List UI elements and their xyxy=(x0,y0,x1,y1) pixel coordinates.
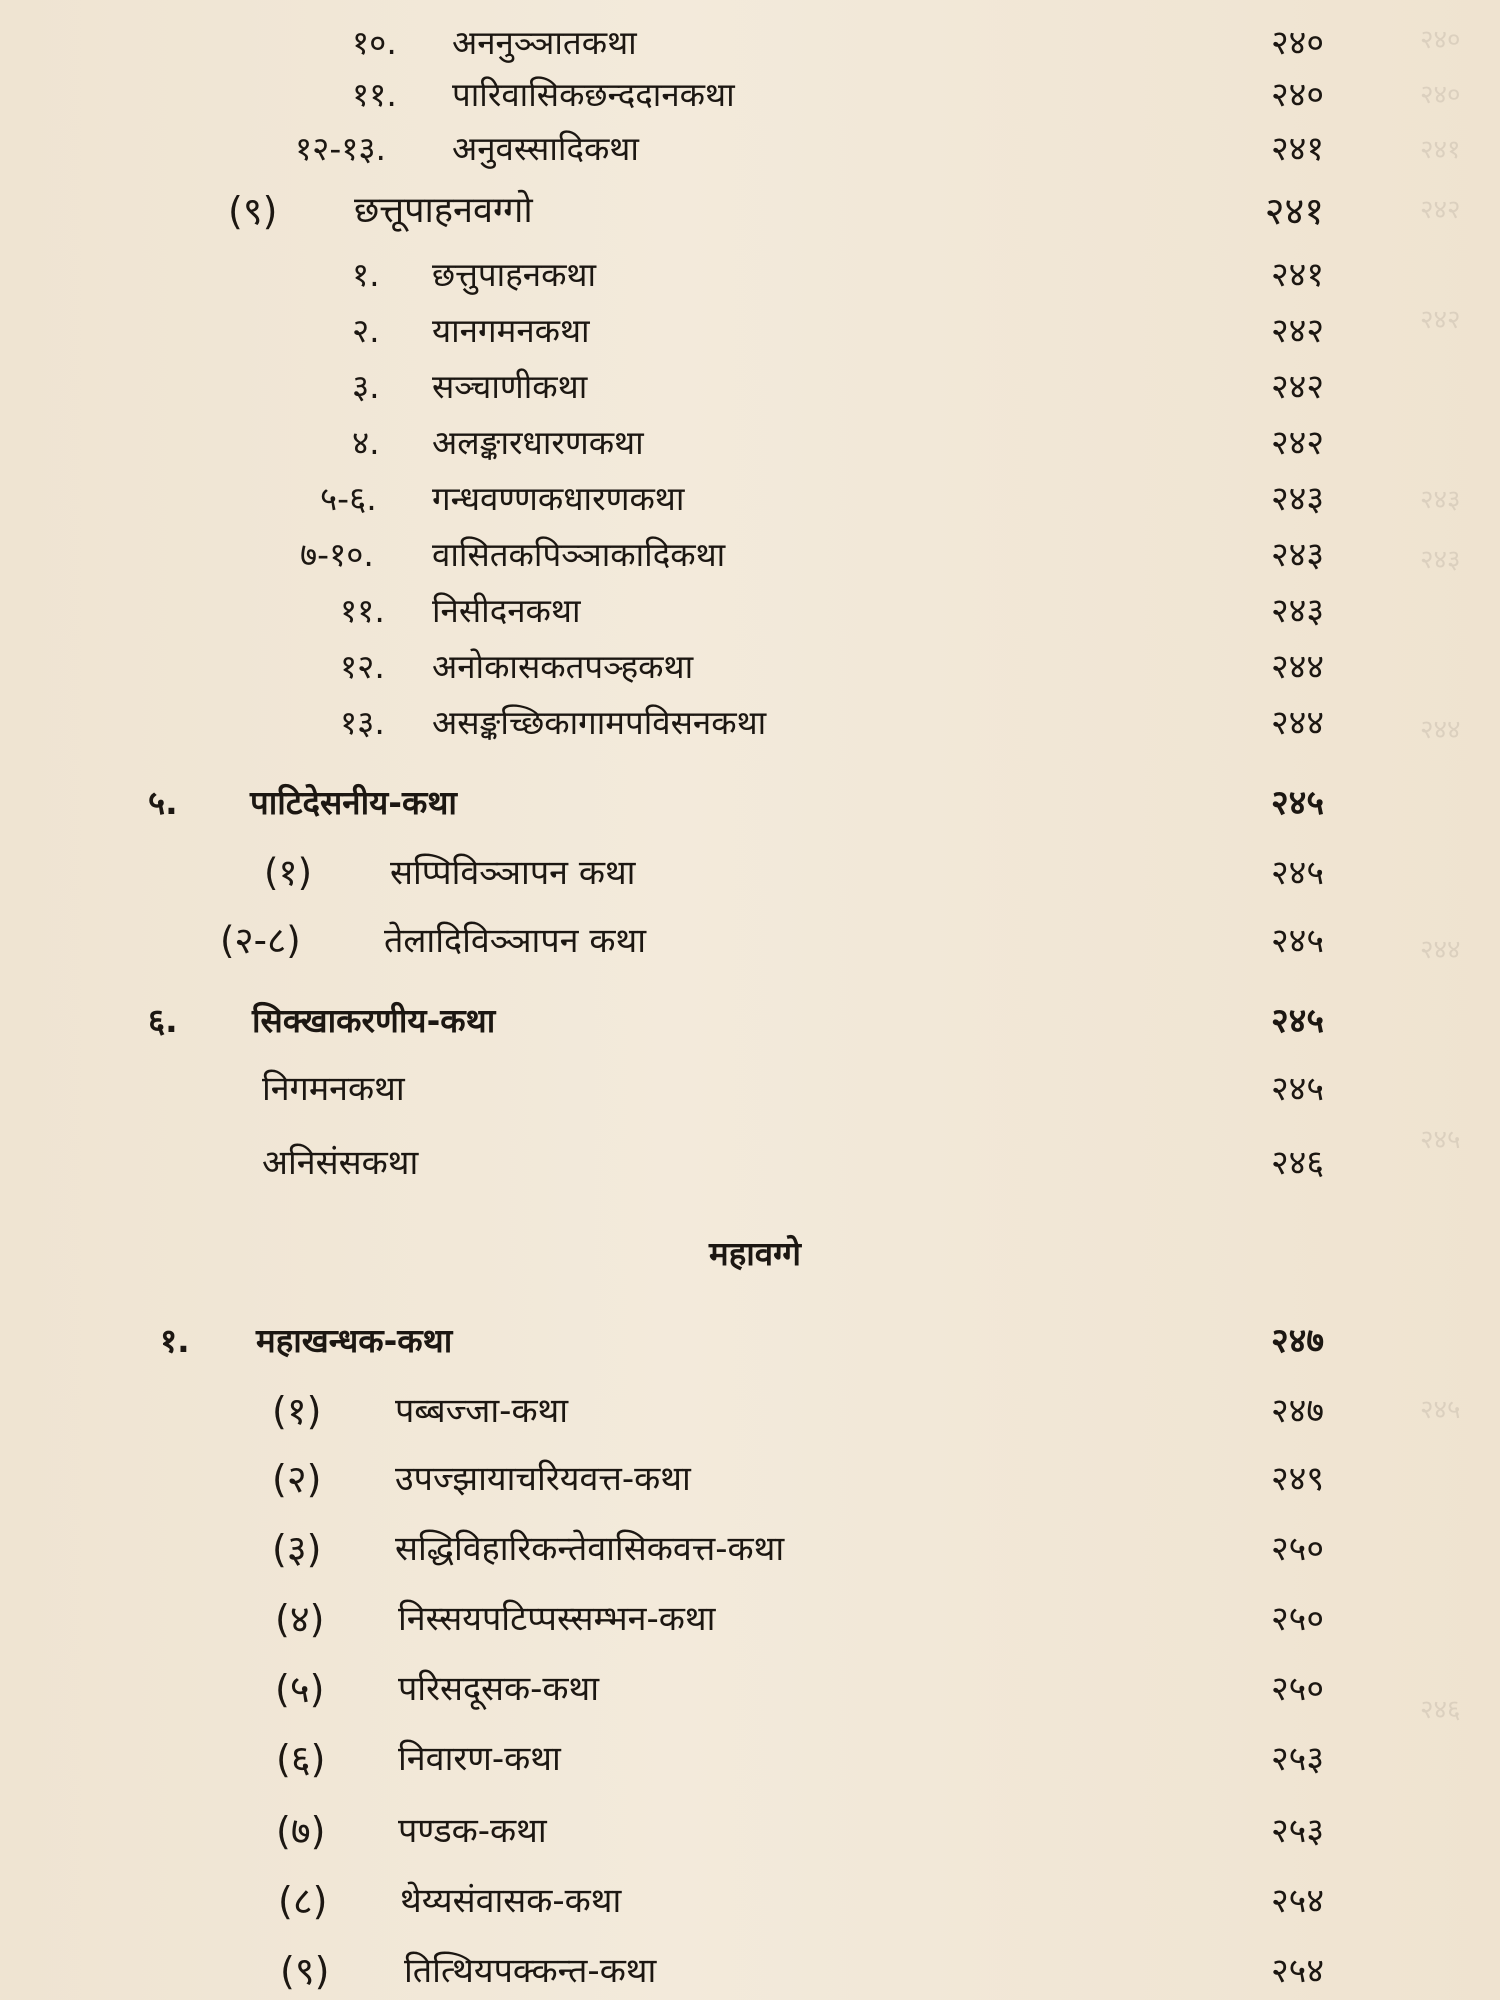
entry-title: अननुञ्ञातकथा xyxy=(452,23,637,62)
entry-page-number: २५० xyxy=(1270,1669,1324,1709)
toc-entry xyxy=(0,18,1500,68)
entry-number: ४. xyxy=(352,423,380,462)
toc-entry xyxy=(0,1734,1500,1784)
entry-title: पण्डक-कथा xyxy=(398,1811,547,1851)
entry-title: सञ्चाणीकथा xyxy=(432,367,588,406)
entry-title: असङ्कच्छिकागामपविसनकथा xyxy=(432,703,767,742)
entry-page-number: २४१ xyxy=(1264,189,1324,233)
entry-title: पब्बज्जा-कथा xyxy=(395,1391,569,1431)
entry-page-number: २४४ xyxy=(1270,703,1324,743)
entry-number: (९) xyxy=(228,189,278,233)
toc-entry xyxy=(0,1806,1500,1856)
toc-section xyxy=(0,1316,1500,1366)
entry-page-number: २४९ xyxy=(1270,1459,1324,1499)
entry-title: थेय्यसंवासक-कथा xyxy=(400,1881,622,1921)
entry-page-number: २४५ xyxy=(1270,853,1324,893)
entry-page-number: २५३ xyxy=(1270,1811,1324,1851)
entry-number: (३) xyxy=(272,1527,322,1571)
show-through-page-number: २४४ xyxy=(1420,935,1461,965)
entry-number: १२. xyxy=(340,647,385,686)
entry-title: उपज्झायाचरियवत्त-कथा xyxy=(395,1459,691,1499)
entry-title: पारिवासिकछन्ददानकथा xyxy=(452,75,735,114)
entry-number: ११. xyxy=(340,591,385,630)
entry-title: वासितकपिञ्ञाकादिकथा xyxy=(432,535,726,574)
entry-number: (१) xyxy=(264,851,313,894)
entry-page-number: २५० xyxy=(1270,1599,1324,1639)
entry-page-number: २४७ xyxy=(1270,1391,1324,1431)
entry-page-number: २४२ xyxy=(1270,367,1324,407)
entry-page-number: २४० xyxy=(1270,23,1324,63)
entry-page-number: २४५ xyxy=(1270,783,1324,823)
show-through-page-number: २४१ xyxy=(1420,135,1461,165)
entry-page-number: २४० xyxy=(1270,75,1324,115)
entry-title: गन्धवण्णकधारणकथा xyxy=(432,479,685,518)
entry-title: अनुवस्सादिकथा xyxy=(452,129,639,168)
show-through-page-number: २४६ xyxy=(1420,1695,1461,1725)
entry-page-number: २४४ xyxy=(1270,647,1324,687)
toc-subsection-heading xyxy=(0,186,1500,236)
entry-number: (२) xyxy=(272,1457,322,1501)
entry-number: १. xyxy=(352,255,380,294)
toc-entry xyxy=(0,848,1500,898)
entry-number: ११. xyxy=(352,75,397,114)
show-through-page-number: २४५ xyxy=(1420,1395,1461,1425)
entry-page-number: २४३ xyxy=(1270,479,1324,519)
entry-page-number: २४७ xyxy=(1270,1321,1324,1361)
toc-entry xyxy=(0,1524,1500,1574)
entry-title: महाखन्धक-कथा xyxy=(256,1321,453,1360)
entry-title: सप्पिविञ्ञापन कथा xyxy=(390,853,636,893)
toc-entry xyxy=(0,306,1500,356)
show-through-page-number: २४२ xyxy=(1420,195,1461,225)
entry-number: ५. xyxy=(148,783,178,822)
toc-entry xyxy=(0,1064,1500,1114)
entry-title: निवारण-कथा xyxy=(398,1739,561,1779)
toc-entry xyxy=(0,250,1500,300)
show-through-page-number: २४० xyxy=(1420,25,1461,55)
entry-title: तित्थियपक्कन्त-कथा xyxy=(404,1951,657,1991)
entry-page-number: २४५ xyxy=(1270,921,1324,961)
toc-entry xyxy=(0,1876,1500,1926)
entry-number: (५) xyxy=(275,1667,325,1711)
entry-page-number: २४३ xyxy=(1270,535,1324,575)
toc-entry xyxy=(0,1664,1500,1714)
entry-title: सिक्खाकरणीय-कथा xyxy=(252,1001,496,1040)
entry-page-number: २५४ xyxy=(1270,1881,1324,1921)
toc-entry xyxy=(0,70,1500,120)
toc-entry xyxy=(0,586,1500,636)
entry-title: अनोकासकतपञ्हकथा xyxy=(432,647,694,686)
entry-title: अलङ्कारधारणकथा xyxy=(432,423,644,462)
entry-title: तेलादिविञ्ञापन कथा xyxy=(384,921,646,961)
entry-number: (९) xyxy=(280,1949,330,1993)
entry-page-number: २४२ xyxy=(1270,311,1324,351)
entry-title: पाटिदेसनीय-कथा xyxy=(250,783,457,822)
toc-entry xyxy=(0,1594,1500,1644)
entry-title: छत्तूपाहनवग्गो xyxy=(354,190,533,231)
entry-number: (८) xyxy=(278,1879,328,1923)
toc-entry xyxy=(0,530,1500,580)
entry-number: (१) xyxy=(272,1389,322,1433)
show-through-page-number: २४५ xyxy=(1420,1125,1461,1155)
entry-page-number: २४१ xyxy=(1270,129,1324,169)
show-through-page-number: २४३ xyxy=(1420,545,1461,575)
toc-section xyxy=(0,778,1500,828)
toc-entry xyxy=(0,362,1500,412)
entry-number: (६) xyxy=(276,1737,326,1781)
entry-page-number: २४१ xyxy=(1270,255,1324,295)
entry-number: ६. xyxy=(148,1001,178,1040)
entry-title: यानगमनकथा xyxy=(432,311,590,350)
entry-number: १३. xyxy=(340,703,385,742)
entry-page-number: २४५ xyxy=(1270,1001,1324,1041)
toc-entry xyxy=(0,642,1500,692)
entry-title: निसीदनकथा xyxy=(432,591,581,630)
entry-title: परिसदूसक-कथा xyxy=(398,1669,600,1709)
entry-title: अनिसंसकथा xyxy=(262,1143,419,1183)
toc-entry xyxy=(0,1946,1500,1996)
entry-number: १०. xyxy=(352,23,397,62)
entry-number: (७) xyxy=(276,1809,326,1853)
entry-page-number: २५४ xyxy=(1270,1951,1324,1991)
show-through-page-number: २४४ xyxy=(1420,715,1461,745)
show-through-page-number: २४० xyxy=(1420,80,1461,110)
entry-number: १. xyxy=(160,1321,190,1360)
toc-entry xyxy=(0,1138,1500,1188)
entry-number: १२-१३. xyxy=(295,129,387,168)
entry-number: ३. xyxy=(352,367,380,406)
entry-title: निगमनकथा xyxy=(262,1069,405,1109)
toc-entry xyxy=(0,418,1500,468)
entry-page-number: २४५ xyxy=(1270,1069,1324,1109)
toc-entry xyxy=(0,474,1500,524)
toc-entry xyxy=(0,916,1500,966)
entry-page-number: २५० xyxy=(1270,1529,1324,1569)
entry-number: २. xyxy=(352,311,380,350)
toc-section xyxy=(0,996,1500,1046)
entry-title: निस्सयपटिप्पस्सम्भन-कथा xyxy=(398,1599,716,1639)
entry-number: (२-८) xyxy=(220,919,301,962)
toc-entry xyxy=(0,1454,1500,1504)
section-heading: महावग्गे xyxy=(708,1234,801,1273)
show-through-page-number: २४३ xyxy=(1420,485,1461,515)
toc-entry xyxy=(0,1386,1500,1436)
entry-page-number: २४३ xyxy=(1270,591,1324,631)
entry-page-number: २४६ xyxy=(1270,1143,1324,1183)
entry-number: (४) xyxy=(275,1597,325,1641)
toc-entry xyxy=(0,124,1500,174)
show-through-page-number: २४२ xyxy=(1420,305,1461,335)
entry-title: सद्धिविहारिकन्तेवासिकवत्त-कथा xyxy=(395,1529,785,1569)
entry-title: छत्तुपाहनकथा xyxy=(432,255,597,294)
entry-number: ७-१०. xyxy=(300,535,374,574)
entry-page-number: २५३ xyxy=(1270,1739,1324,1779)
entry-page-number: २४२ xyxy=(1270,423,1324,463)
entry-number: ५-६. xyxy=(320,479,377,518)
toc-entry xyxy=(0,698,1500,748)
